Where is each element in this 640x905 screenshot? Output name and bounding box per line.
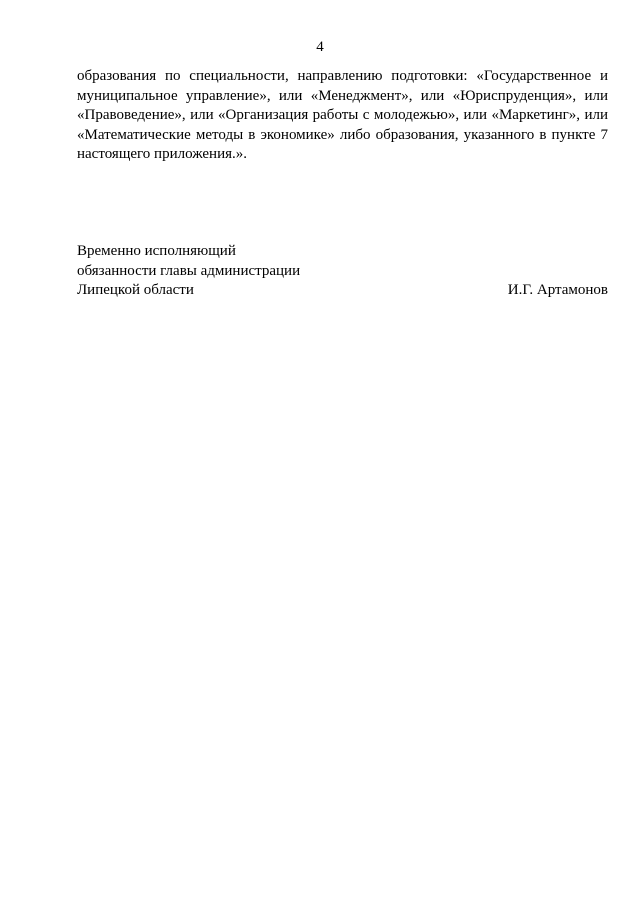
signatory-region: Липецкой области xyxy=(77,282,194,298)
signatory-title-line: Временно исполняющий xyxy=(77,243,236,259)
signature-block xyxy=(77,242,608,301)
signatory-title-line: обязанности главы администрации xyxy=(77,262,301,279)
signatory-row xyxy=(77,281,608,301)
body-line: настоящего приложения.». xyxy=(77,146,247,162)
body-line: муниципальное управление», или «Менеджмент», или «Юриспруденция», или xyxy=(77,87,608,104)
body-line: образования по специальности, направлению подготовки: «Государственное и xyxy=(77,68,608,84)
signatory-name: И.Г. Артамонов xyxy=(507,282,608,298)
body-paragraph xyxy=(77,67,608,165)
body-line: «Математические методы в экономике» либо образования, указанного в пункте 7 xyxy=(77,126,608,143)
page-number: 4 xyxy=(316,39,324,55)
body-line: «Правоведение», или «Организация работы с молодежью», или «Маркетинг», или xyxy=(77,107,608,123)
